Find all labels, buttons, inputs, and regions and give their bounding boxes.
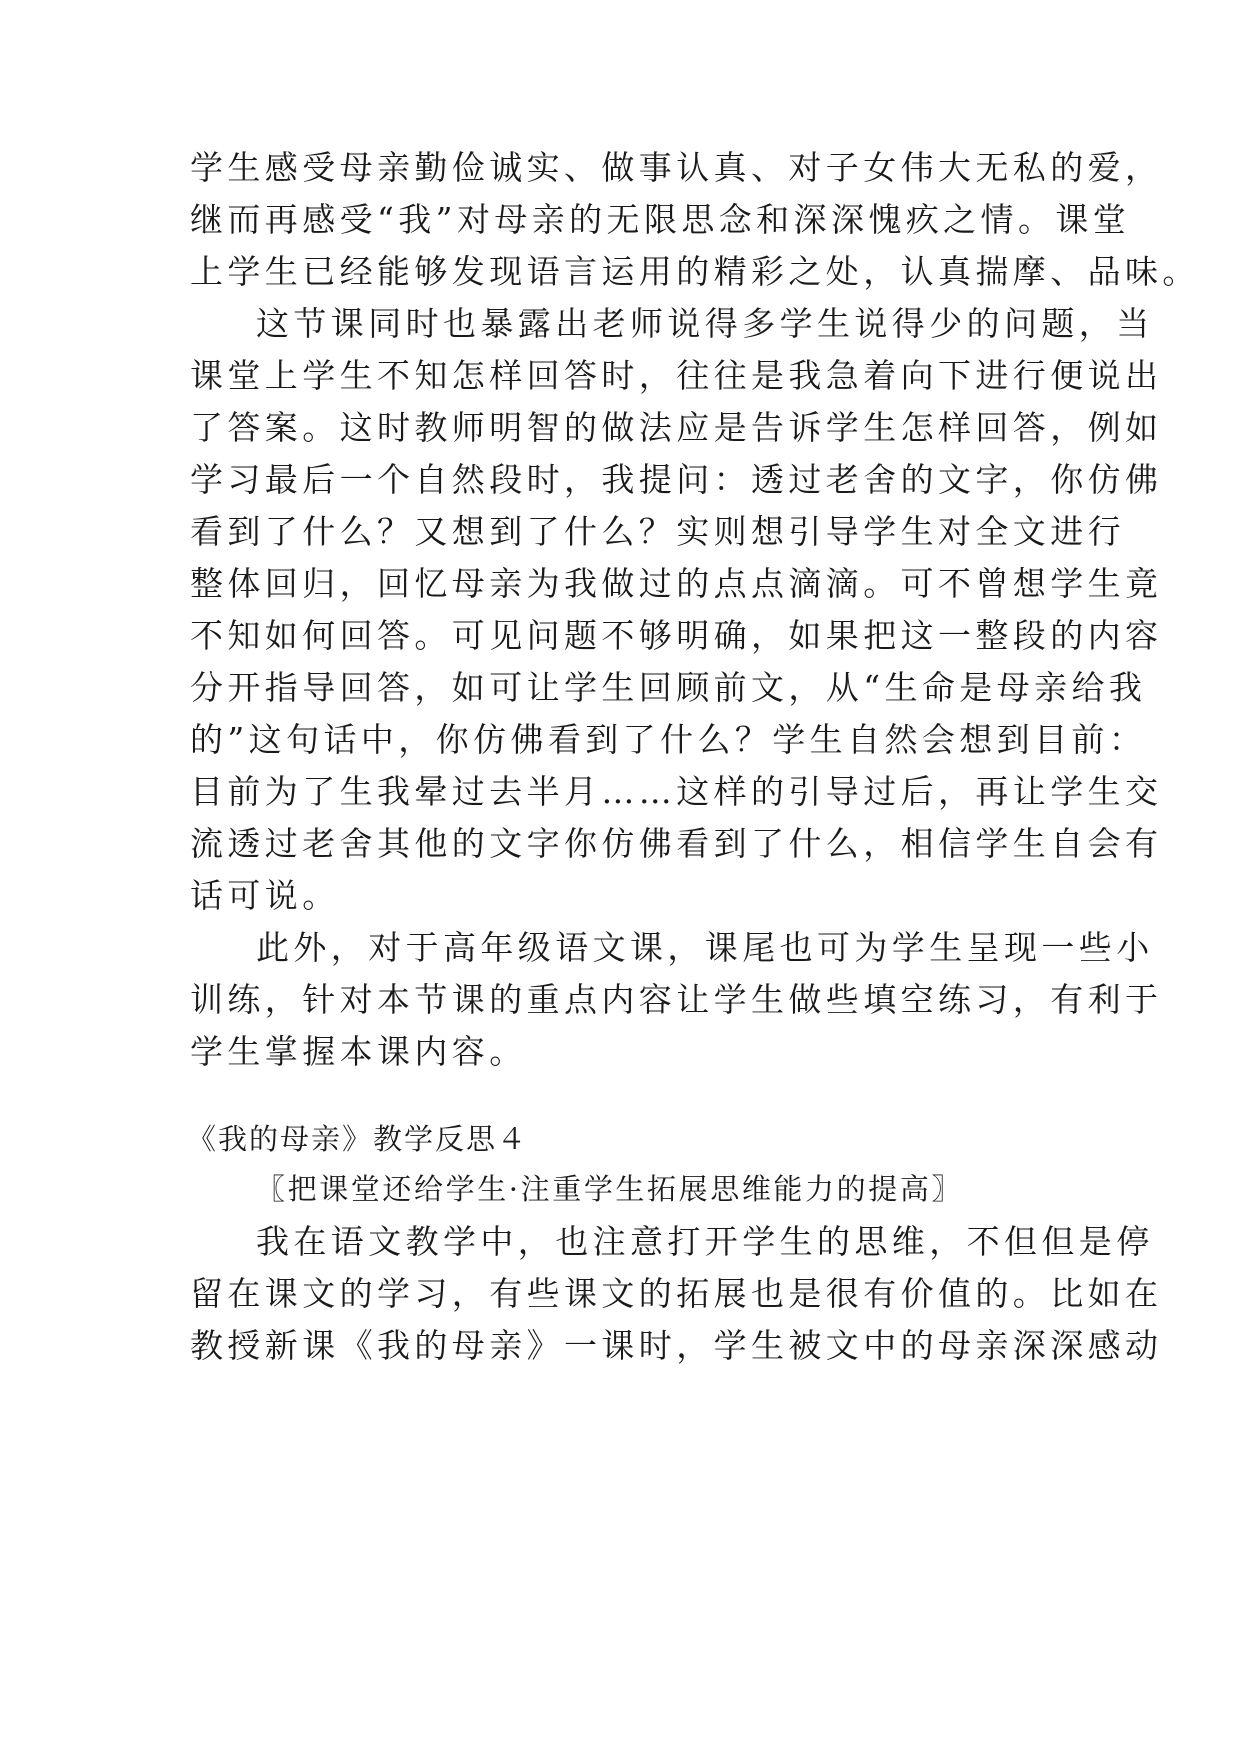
paragraph-line: 目前为了生我晕过去半月……这样的引导过后，再让学生交: [190, 772, 1163, 811]
section-subheading: 〖把课堂还给学生·注重学生拓展思维能力的提高〗: [256, 1172, 964, 1206]
paragraph-line: 我在语文教学中，也注意打开学生的思维，不但但是停: [256, 1222, 1154, 1261]
paragraph-line: 学习最后一个自然段时，我提问：透过老舍的文字，你仿佛: [190, 460, 1163, 499]
document-page: [187, 0, 1200, 1754]
paragraph-line: 了答案。这时教师明智的做法应是告诉学生怎样回答，例如: [190, 408, 1163, 447]
paragraph-line: 上学生已经能够发现语言运用的精彩之处，认真揣摩、品味。: [190, 252, 1200, 291]
paragraph-line: 学生掌握本课内容。: [190, 1032, 527, 1071]
paragraph-line: 继而再感受“我”对母亲的无限思念和深深愧疚之情。课堂: [190, 200, 1131, 239]
paragraph-line: 话可说。: [190, 876, 340, 915]
paragraph-line: 看到了什么？又想到了什么？实则想引导学生对全文进行: [190, 512, 1125, 551]
paragraph-line: 留在课文的学习，有些课文的拓展也是很有价值的。比如在: [190, 1274, 1163, 1313]
paragraph-line: 这节课同时也暴露出老师说得多学生说得少的问题，当: [256, 304, 1154, 343]
paragraph-line: 教授新课《我的母亲》一课时，学生被文中的母亲深深感动: [190, 1326, 1163, 1365]
paragraph-line: 学生感受母亲勤俭诚实、做事认真、对子女伟大无私的爱，: [190, 148, 1163, 187]
paragraph-line: 此外，对于高年级语文课，课尾也可为学生呈现一些小: [256, 928, 1154, 967]
paragraph-line: 分开指导回答，如可让学生回顾前文，从“生命是母亲给我: [190, 668, 1147, 707]
paragraph-line: 整体回归，回忆母亲为我做过的点点滴滴。可不曾想学生竟: [190, 564, 1163, 603]
paragraph-line: 训练，针对本节课的重点内容让学生做些填空练习，有利于: [190, 980, 1163, 1019]
paragraph-line: 的”这句话中，你仿佛看到了什么？学生自然会想到目前：: [190, 720, 1147, 759]
paragraph-line: 不知如何回答。可见问题不够明确，如果把这一整段的内容: [190, 616, 1163, 655]
section-heading: 《我的母亲》教学反思４: [187, 1122, 529, 1156]
paragraph-line: 课堂上学生不知怎样回答时，往往是我急着向下进行便说出: [190, 356, 1163, 395]
paragraph-line: 流透过老舍其他的文字你仿佛看到了什么，相信学生自会有: [190, 824, 1163, 863]
